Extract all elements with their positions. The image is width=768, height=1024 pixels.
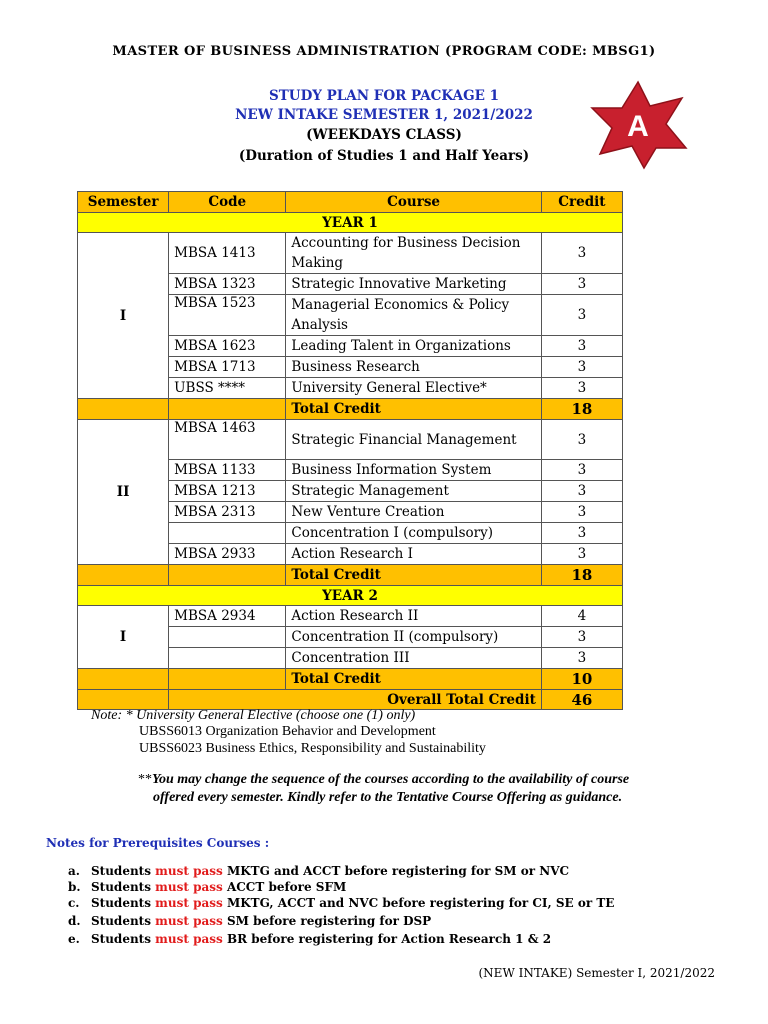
prereq-item xyxy=(68,880,346,894)
code-cell: MBSA 1213 xyxy=(169,481,286,502)
prereq-must-pass: must pass xyxy=(155,896,223,910)
total-credit: 18 xyxy=(541,399,622,420)
credit-cell: 3 xyxy=(541,295,622,336)
code-cell: MBSA 1323 xyxy=(169,274,286,295)
code-cell xyxy=(169,648,286,669)
prereq-item xyxy=(68,896,614,910)
credit-cell: 3 xyxy=(541,627,622,648)
year-2-label: YEAR 2 xyxy=(78,586,623,606)
credit-cell: 3 xyxy=(541,233,622,274)
prereq-letter: d. xyxy=(68,914,81,928)
prereq-rest: BR before registering for Action Research 1 & 2 xyxy=(226,932,552,946)
credit-cell: 3 xyxy=(541,460,622,481)
code-cell: MBSA 1133 xyxy=(169,460,286,481)
year-row xyxy=(78,586,623,606)
prereq-rest: SM before registering for DSP xyxy=(226,914,432,928)
course-cell: Action Research I xyxy=(286,544,541,565)
credit-cell: 4 xyxy=(541,606,622,627)
code-cell: MBSA 1413 xyxy=(169,233,286,274)
overall-label: Overall Total Credit xyxy=(169,690,542,710)
semester-cell: I xyxy=(78,233,169,399)
code-cell xyxy=(169,523,286,544)
prereq-title: Notes for Prerequisites Courses : xyxy=(46,836,270,850)
course-cell: Concentration II (compulsory) xyxy=(286,627,541,648)
duration-text: (Duration of Studies 1 and Half Years) xyxy=(238,148,530,164)
overall-row xyxy=(78,690,623,710)
credit-cell: 3 xyxy=(541,357,622,378)
course-cell: Strategic Financial Management xyxy=(286,420,541,460)
program-title: MASTER OF BUSINESS ADMINISTRATION (PROGRAM CODE: MBSG1) xyxy=(112,44,656,59)
code-cell: MBSA 1623 xyxy=(169,336,286,357)
credit-cell: 3 xyxy=(541,481,622,502)
credit-cell: 3 xyxy=(541,502,622,523)
overall-empty-cell xyxy=(78,690,169,710)
star-badge xyxy=(586,80,690,170)
prereq-item xyxy=(68,932,551,946)
prereq-item xyxy=(68,864,569,878)
prereq-must-pass: must pass xyxy=(155,880,223,894)
course-cell: Concentration I (compulsory) xyxy=(286,523,541,544)
total-row xyxy=(78,669,623,690)
prereq-must-pass: must pass xyxy=(155,864,223,878)
code-cell: MBSA 1523 xyxy=(169,295,286,336)
elective-option-1: UBSS6013 Organization Behavior and Development xyxy=(139,724,436,739)
course-cell: New Venture Creation xyxy=(286,502,541,523)
year-row xyxy=(78,213,623,233)
table-row xyxy=(78,233,623,274)
intake-title: NEW INTAKE SEMESTER 1, 2021/2022 xyxy=(235,107,533,123)
col-credit: Credit xyxy=(541,192,622,213)
total-empty-cell xyxy=(78,399,169,420)
year-1-label: YEAR 1 xyxy=(78,213,623,233)
course-cell: Business Research xyxy=(286,357,541,378)
course-cell: Action Research II xyxy=(286,606,541,627)
course-cell: Accounting for Business Decision Making xyxy=(286,233,541,274)
overall-credit: 46 xyxy=(541,690,622,710)
total-row xyxy=(78,399,623,420)
total-label: Total Credit xyxy=(286,565,541,586)
total-empty-cell xyxy=(169,565,286,586)
table-row xyxy=(78,606,623,627)
prereq-must-pass: must pass xyxy=(155,932,223,946)
code-cell: UBSS **** xyxy=(169,378,286,399)
code-cell: MBSA 2934 xyxy=(169,606,286,627)
prereq-letter: e. xyxy=(68,932,80,946)
code-cell: MBSA 1463 xyxy=(169,420,286,460)
prereq-students: Students xyxy=(91,880,151,894)
course-cell: Strategic Management xyxy=(286,481,541,502)
sequence-note-line1: You may change the sequence of the courses according to the availability of course xyxy=(152,772,630,787)
total-credit: 10 xyxy=(541,669,622,690)
credit-cell: 3 xyxy=(541,544,622,565)
prereq-letter: b. xyxy=(68,880,81,894)
code-cell: MBSA 2313 xyxy=(169,502,286,523)
course-cell: Managerial Economics & Policy Analysis xyxy=(286,295,541,336)
total-label: Total Credit xyxy=(286,669,541,690)
total-row xyxy=(78,565,623,586)
prereq-must-pass: must pass xyxy=(155,914,223,928)
course-cell: University General Elective* xyxy=(286,378,541,399)
code-cell: MBSA 1713 xyxy=(169,357,286,378)
credit-cell: 3 xyxy=(541,648,622,669)
elective-option-2: UBSS6023 Business Ethics, Responsibility and Sustainability xyxy=(139,741,486,756)
elective-note: Note: * University General Elective (choose one (1) only) xyxy=(91,708,416,723)
code-cell: MBSA 2933 xyxy=(169,544,286,565)
credit-cell: 3 xyxy=(541,378,622,399)
plan-title: STUDY PLAN FOR PACKAGE 1 xyxy=(269,88,499,104)
total-credit: 18 xyxy=(541,565,622,586)
table-header-row xyxy=(78,192,623,213)
table-row xyxy=(78,420,623,460)
total-empty-cell xyxy=(169,399,286,420)
study-plan-table xyxy=(77,191,623,710)
prereq-students: Students xyxy=(91,864,151,878)
course-cell: Concentration III xyxy=(286,648,541,669)
prereq-students: Students xyxy=(91,932,151,946)
prereq-students: Students xyxy=(91,914,151,928)
prereq-students: Students xyxy=(91,896,151,910)
prereq-letter: c. xyxy=(68,896,80,910)
col-semester: Semester xyxy=(78,192,169,213)
credit-cell: 3 xyxy=(541,274,622,295)
code-cell xyxy=(169,627,286,648)
badge-letter: A xyxy=(627,110,649,143)
sequence-note-prefix: ** xyxy=(138,772,152,787)
total-empty-cell xyxy=(78,669,169,690)
credit-cell: 3 xyxy=(541,420,622,460)
col-course: Course xyxy=(286,192,541,213)
credit-cell: 3 xyxy=(541,523,622,544)
credit-cell: 3 xyxy=(541,336,622,357)
prereq-letter: a. xyxy=(68,864,80,878)
total-empty-cell xyxy=(169,669,286,690)
class-type: (WEEKDAYS CLASS) xyxy=(306,127,462,143)
total-label: Total Credit xyxy=(286,399,541,420)
prereq-rest: MKTG, ACCT and NVC before registering for CI, SE or TE xyxy=(226,896,615,910)
footer-text: (NEW INTAKE) Semester I, 2021/2022 xyxy=(478,966,715,980)
sequence-note xyxy=(138,772,718,788)
course-cell: Business Information System xyxy=(286,460,541,481)
semester-cell: I xyxy=(78,606,169,669)
col-code: Code xyxy=(169,192,286,213)
prereq-rest: ACCT before SFM xyxy=(226,880,347,894)
course-cell: Strategic Innovative Marketing xyxy=(286,274,541,295)
semester-cell: II xyxy=(78,420,169,565)
sequence-note-line2: offered every semester. Kindly refer to the Tentative Course Offering as guidance. xyxy=(153,790,623,805)
prereq-rest: MKTG and ACCT before registering for SM or NVC xyxy=(226,864,570,878)
course-cell: Leading Talent in Organizations xyxy=(286,336,541,357)
total-empty-cell xyxy=(78,565,169,586)
prereq-item xyxy=(68,914,431,928)
